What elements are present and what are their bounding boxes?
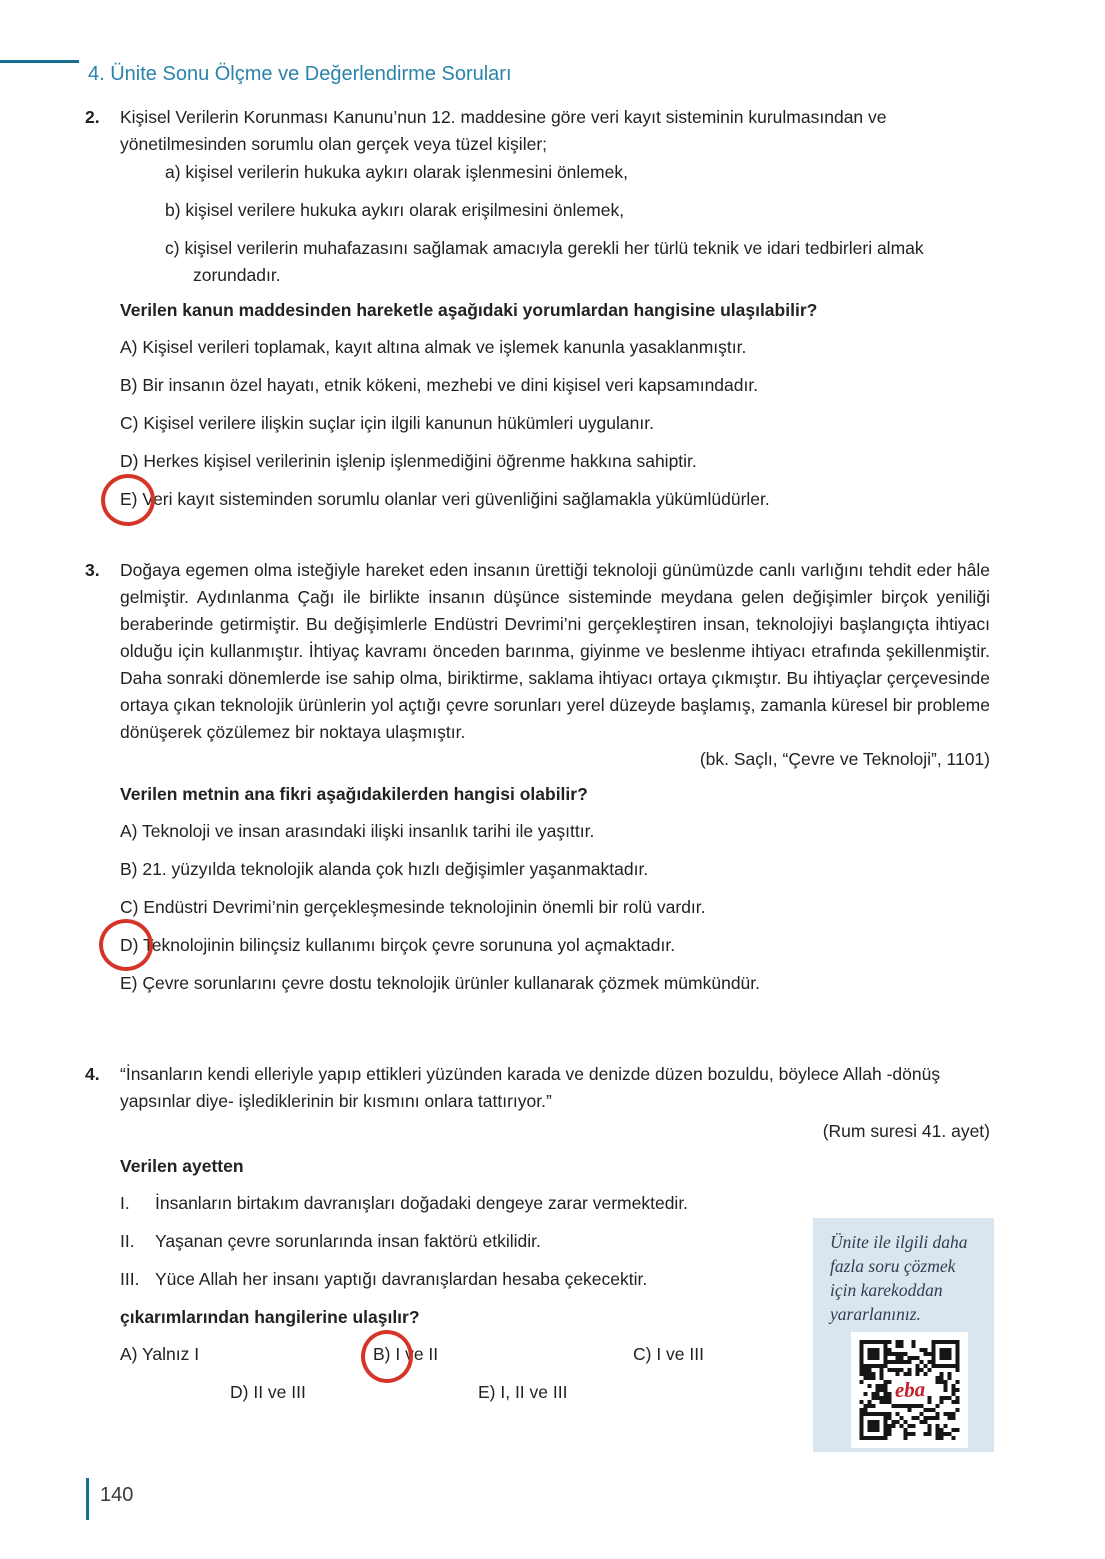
statement-text: İnsanların birtakım davranışları doğadaki dengeye zarar vermektedir. — [155, 1193, 689, 1213]
option-text: C) Endüstri Devrimi’nin gerçekleşmesinde teknolojinin önemli bir rolü vardır. — [120, 897, 706, 917]
q3-option-e — [120, 970, 990, 997]
question-3 — [85, 557, 990, 1008]
option-text: B) I ve II — [373, 1344, 439, 1364]
question-2-intro: Kişisel Verilerin Korunması Kanunu’nun 12. maddesine göre veri kayıt sisteminin kurulmasından ve yönetilmesinden sorumlu olan gerçek veya tüzel kişiler; — [120, 107, 887, 154]
q2-option-d — [120, 448, 990, 475]
option-text: B) 21. yüzyılda teknolojik alanda çok hızlı değişimler yaşanmaktadır. — [120, 859, 649, 879]
q3-option-c — [120, 894, 990, 921]
q4-option-a: A) Yalnız I — [120, 1344, 200, 1364]
statement-text: Yaşanan çevre sorunlarında insan faktörü etkilidir. — [155, 1231, 541, 1251]
option-text: B) Bir insanın özel hayatı, etnik kökeni, mezhebi ve dini kişisel veri kapsamındadır. — [120, 375, 759, 395]
header-rule — [0, 60, 79, 63]
page-title: 4. Ünite Sonu Ölçme ve Değerlendirme Soruları — [88, 63, 512, 86]
option-text: D) Herkes kişisel verilerinin işlenip işlenmediğini öğrenme hakkına sahiptir. — [120, 451, 697, 471]
question-4-lead: Verilen ayetten — [120, 1156, 244, 1176]
question-3-paragraph: Doğaya egemen olma isteğiyle hareket eden insanın ürettiği teknoloji günümüzde canlı varlığını tehdit eder hâle gelmiştir. Aydınlanma Çağı ile birlikte insanın düşünce sisteminde meydana gelen değişimler birçok yeniliği beraberinde getirmiştir. Bu değişimlerle Endüstri Devrimi’ni gerçekleştiren insan, teknolojiyi başlangıçta ihtiyacı olduğu için kullanmıştır. İhtiyaç kavramı önceden barınma, giyinme ve beslenme ihtiyacı etrafında şekillenmiştir. Daha sonraki dönemlerde ise sahip olma, biriktirme, saklama ihtiyacı ortaya çıkmıştır. Bu ihtiyaçlar çerçevesinde ortaya çıkan teknolojik ürünlerin yol açtığı çevre sorunları yerel düzeyde başlamış, zamanla küresel bir probleme dönüşerek çözülemez bir noktaya ulaşmıştır. — [120, 560, 990, 742]
question-2-stem: Verilen kanun maddesinden hareketle aşağıdaki yorumlardan hangisine ulaşılabilir? — [120, 300, 818, 320]
q2-subitem-a: a) kişisel verilerin hukuka aykırı olarak işlenmesini önlemek, — [165, 162, 628, 182]
question-2-subitems — [165, 159, 990, 289]
q2-option-b — [120, 372, 990, 399]
option-text: E) Veri kayıt sisteminden sorumlu olanlar veri güvenliğini sağlamakla yükümlüdürler. — [120, 489, 770, 509]
q2-subitem-c: c) kişisel verilerin muhafazasını sağlamak amacıyla gerekli her türlü teknik ve idari tedbirleri almak zorundadır. — [165, 238, 924, 285]
q4-option-e: E) I, II ve III — [478, 1382, 568, 1402]
q3-option-b — [120, 856, 990, 883]
q2-subitem-b: b) kişisel verilere hukuka aykırı olarak erişilmesini önlemek, — [165, 200, 625, 220]
option-text: D) Teknolojinin bilinçsiz kullanımı birçok çevre sorununa yol açmaktadır. — [120, 935, 676, 955]
q3-option-a — [120, 818, 990, 845]
page-number-rule — [86, 1478, 89, 1520]
qr-panel — [851, 1332, 968, 1448]
question-2 — [85, 104, 990, 524]
page-number: 140 — [100, 1484, 134, 1506]
option-text: A) Teknoloji ve insan arasındaki ilişki insanlık tarihi ile yaşıttır. — [120, 821, 595, 841]
qr-info-box — [813, 1218, 994, 1452]
q4-option-b — [373, 1341, 633, 1368]
q4-option-d: D) II ve III — [230, 1382, 306, 1402]
option-text: A) Kişisel verileri toplamak, kayıt altına almak ve işlemek kanunla yasaklanmıştır. — [120, 337, 747, 357]
question-3-source: (bk. Saçlı, “Çevre ve Teknoloji”, 1101) — [699, 749, 990, 769]
q4-option-c: C) I ve III — [633, 1344, 704, 1364]
option-text: E) Çevre sorunlarını çevre dostu teknolojik ürünler kullanarak çözmek mümkündür. — [120, 973, 761, 993]
question-2-body — [120, 104, 990, 524]
question-4-quote: “İnsanların kendi elleriyle yapıp ettikleri yüzünden karada ve denizde düzen bozuldu, böylece Allah -dönüş yapsınlar diye- işlediklerinin bir kısmını onlara tattırıyor.” — [120, 1064, 941, 1111]
question-3-body — [120, 557, 990, 1008]
qr-info-text: Ünite ile ilgili daha fazla soru çözmek için karekoddan yararlanınız. — [830, 1232, 968, 1324]
q3-option-d — [120, 932, 990, 959]
q2-option-a — [120, 334, 990, 361]
statement-text: Yüce Allah her insanı yaptığı davranışlardan hesaba çekecektir. — [155, 1269, 648, 1289]
question-4-number: 4. — [85, 1064, 100, 1084]
question-4-source: (Rum suresi 41. ayet) — [822, 1121, 990, 1141]
question-2-number: 2. — [85, 107, 100, 127]
q2-option-c — [120, 410, 990, 437]
q4-statement-1 — [120, 1190, 990, 1217]
statement-numeral: I. — [120, 1193, 130, 1213]
q2-option-e — [120, 486, 990, 513]
statement-numeral: II. — [120, 1231, 135, 1251]
question-3-stem: Verilen metnin ana fikri aşağıdakilerden hangisi olabilir? — [120, 784, 588, 804]
option-text: C) Kişisel verilere ilişkin suçlar için ilgili kanunun hükümleri uygulanır. — [120, 413, 654, 433]
eba-logo: eba — [893, 1376, 926, 1403]
question-4-stem: çıkarımlarından hangilerine ulaşılır? — [120, 1307, 420, 1327]
statement-numeral: III. — [120, 1269, 140, 1289]
question-3-number: 3. — [85, 560, 100, 580]
